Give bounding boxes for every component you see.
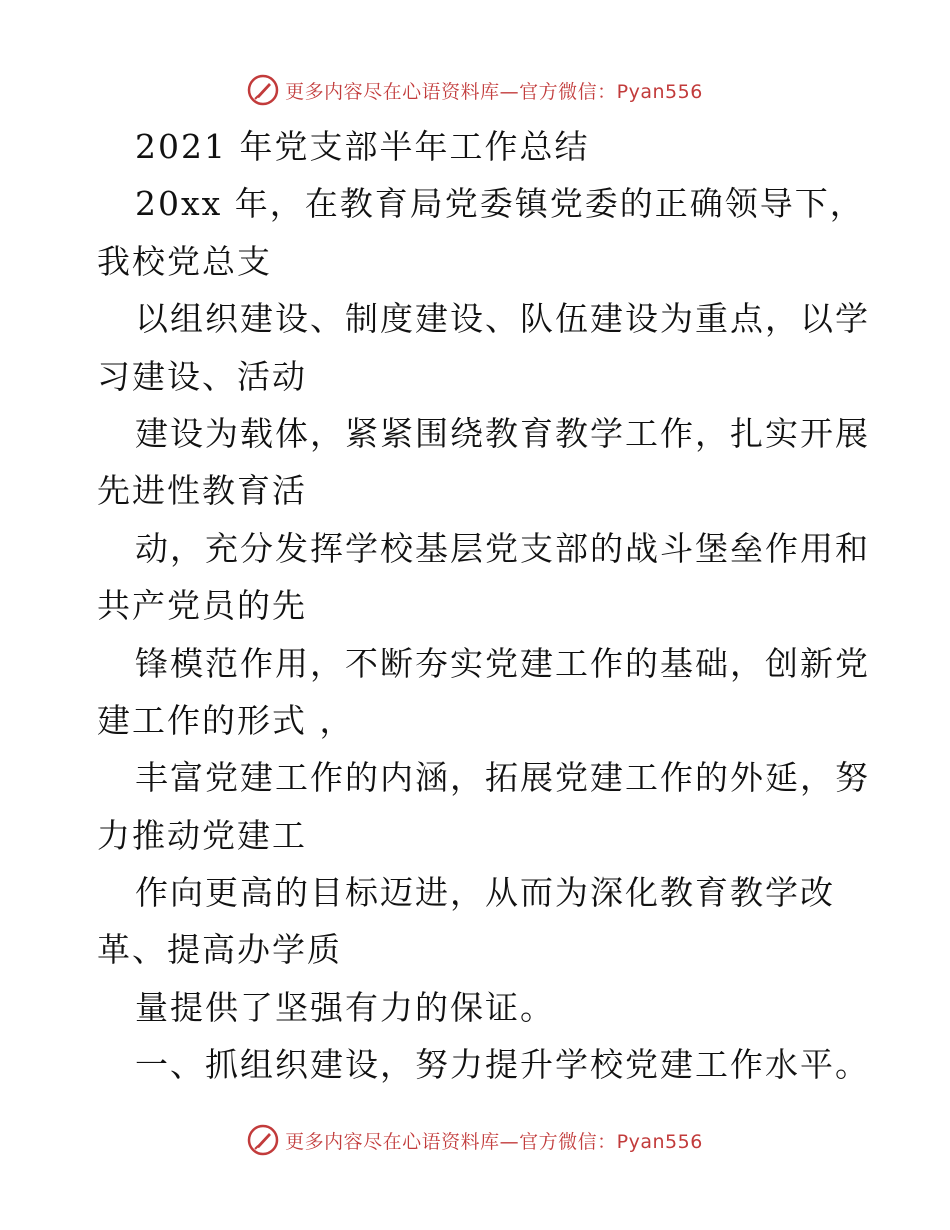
document-line: 建工作的形式 ， <box>97 700 355 740</box>
watermark-footer <box>0 1120 950 1160</box>
document-line: 一、抓组织建设，努力提升学校党建工作水平。 <box>135 1045 870 1085</box>
document-line: 丰富党建工作的内涵，拓展党建工作的外延，努 <box>135 758 870 798</box>
document-line: 力推动党建工 <box>97 815 307 855</box>
document-line: 作向更高的目标迈进，从而为深化教育教学改 <box>135 873 835 913</box>
watermark-text: 更多内容尽在心语资料库—官方微信：Pyan556 <box>285 80 703 103</box>
document-line: 共产党员的先 <box>97 586 307 626</box>
document-line: 量提供了坚强有力的保证。 <box>135 987 555 1027</box>
document-line: 锋模范作用，不断夯实党建工作的基础，创新党 <box>135 643 870 683</box>
feather-logo-icon <box>247 74 279 106</box>
document-line: 我校党总支 <box>97 241 272 281</box>
document-line: 革、提高办学质 <box>97 930 342 970</box>
document-line: 2021 年党支部半年工作总结 <box>135 127 590 166</box>
document-line: 建设为载体，紧紧围绕教育教学工作，扎实开展 <box>135 413 870 453</box>
document-line: 习建设、活动 <box>97 356 307 396</box>
document-line: 动，充分发挥学校基层党支部的战斗堡垒作用和 <box>135 528 870 568</box>
document-body <box>97 118 870 1094</box>
document-line: 以组织建设、制度建设、队伍建设为重点，以学 <box>135 299 870 339</box>
watermark-text: 更多内容尽在心语资料库—官方微信：Pyan556 <box>285 1130 703 1153</box>
watermark-header <box>0 70 950 110</box>
document-line: 先进性教育活 <box>97 471 307 511</box>
document-line: 20xx 年，在教育局党委镇党委的正确领导下， <box>135 184 865 224</box>
feather-logo-icon <box>247 1124 279 1156</box>
